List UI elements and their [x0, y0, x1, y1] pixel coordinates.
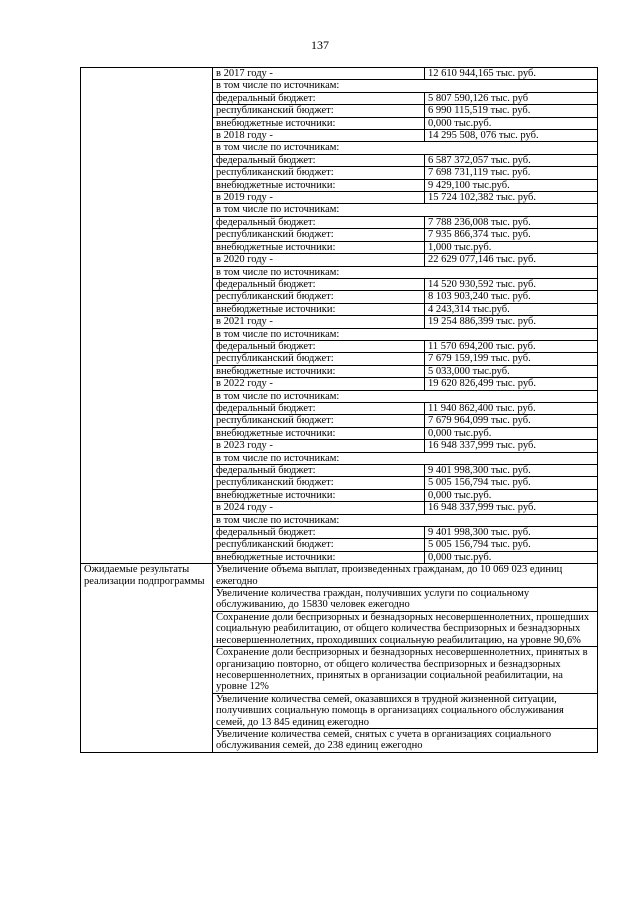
financing-label: внебюджетные источники:	[213, 117, 425, 129]
financing-federal-row	[213, 340, 597, 352]
financing-year-row	[213, 130, 597, 142]
financing-amount: 11 570 694,200 тыс. руб.	[425, 340, 598, 352]
financing-extra-row	[213, 179, 597, 191]
financing-amount: 7 679 159,199 тыс. руб.	[425, 353, 598, 365]
financing-amount: 0,000 тыс.руб.	[425, 427, 598, 439]
financing-republican-row	[213, 353, 597, 365]
financing-federal-row	[213, 92, 597, 104]
financing-sources-row	[213, 328, 597, 340]
financing-label: в том числе по источникам:	[213, 204, 597, 216]
financing-label: в 2020 году -	[213, 254, 425, 266]
financing-republican-row	[213, 477, 597, 489]
financing-year-row	[213, 254, 597, 266]
financing-label-cell	[81, 68, 213, 564]
page-number: 137	[311, 38, 329, 52]
result-item: Увеличение количества семей, снятых с учета в организациях социального обслуживания семей, до 238 единиц ежегодно	[213, 728, 598, 752]
financing-row	[81, 68, 598, 564]
financing-sources-row	[213, 514, 597, 526]
financing-republican-row	[213, 229, 597, 241]
financing-label: в том числе по источникам:	[213, 452, 597, 464]
financing-federal-row	[213, 278, 597, 290]
financing-amount: 1,000 тыс.руб.	[425, 241, 598, 253]
financing-label: в 2018 году -	[213, 130, 425, 142]
financing-label: внебюджетные источники:	[213, 489, 425, 501]
financing-year-row	[213, 316, 597, 328]
financing-label: в том числе по источникам:	[213, 390, 597, 402]
financing-extra-row	[213, 489, 597, 501]
financing-label: в том числе по источникам:	[213, 142, 597, 154]
financing-sources-row	[213, 266, 597, 278]
financing-amount: 9 401 998,300 тыс. руб.	[425, 527, 598, 539]
financing-amount: 16 948 337,999 тыс. руб.	[425, 502, 598, 514]
financing-amount: 6 990 115,519 тыс. руб.	[425, 105, 598, 117]
financing-label: федеральный бюджет:	[213, 216, 425, 228]
financing-amount: 5 005 156,794 тыс. руб.	[425, 477, 598, 489]
financing-republican-row	[213, 291, 597, 303]
financing-amount: 19 254 886,399 тыс. руб.	[425, 316, 598, 328]
financing-year-row	[213, 378, 597, 390]
financing-amount: 9 429,100 тыс.руб.	[425, 179, 598, 191]
financing-label: в 2024 году -	[213, 502, 425, 514]
financing-extra-row	[213, 427, 597, 439]
financing-label: в 2021 году -	[213, 316, 425, 328]
financing-republican-row	[213, 105, 597, 117]
financing-label: республиканский бюджет:	[213, 353, 425, 365]
financing-extra-row	[213, 365, 597, 377]
financing-label: республиканский бюджет:	[213, 477, 425, 489]
financing-label: в том числе по источникам:	[213, 266, 597, 278]
result-item: Увеличение объема выплат, произведенных гражданам, до 10 069 023 единиц ежегодно	[213, 564, 598, 588]
financing-label: внебюджетные источники:	[213, 427, 425, 439]
financing-amount: 0,000 тыс.руб.	[425, 551, 598, 563]
financing-sources-row	[213, 204, 597, 216]
financing-label: республиканский бюджет:	[213, 229, 425, 241]
financing-label: федеральный бюджет:	[213, 527, 425, 539]
financing-year-row	[213, 440, 597, 452]
financing-amount: 19 620 826,499 тыс. руб.	[425, 378, 598, 390]
financing-amount: 6 587 372,057 тыс. руб.	[425, 154, 598, 166]
financing-year-row	[213, 192, 597, 204]
financing-amount: 15 724 102,382 тыс. руб.	[425, 192, 598, 204]
financing-label: внебюджетные источники:	[213, 551, 425, 563]
financing-sources-row	[213, 390, 597, 402]
financing-amount: 11 940 862,400 тыс. руб.	[425, 402, 598, 414]
subprogram-passport-table	[80, 67, 598, 753]
financing-label: федеральный бюджет:	[213, 340, 425, 352]
financing-republican-row	[213, 539, 597, 551]
financing-amount: 5 033,000 тыс.руб.	[425, 365, 598, 377]
financing-extra-row	[213, 551, 597, 563]
financing-republican-row	[213, 415, 597, 427]
result-item: Увеличение количества граждан, получивших услуги по социальному обслуживанию, до 15830 человек ежегодно	[213, 588, 598, 612]
financing-sources-row	[213, 80, 597, 92]
financing-amount: 7 788 236,008 тыс. руб.	[425, 216, 598, 228]
result-item: Увеличение количества семей, оказавшихся в трудной жизненной ситуации, получивших социальную помощь в организациях социального обслуживания семей, до 13 845 единиц ежегодно	[213, 693, 598, 728]
financing-label: федеральный бюджет:	[213, 154, 425, 166]
financing-label: республиканский бюджет:	[213, 415, 425, 427]
financing-cell	[213, 68, 598, 564]
financing-amount: 7 698 731,119 тыс. руб.	[425, 167, 598, 179]
financing-amount: 0,000 тыс.руб.	[425, 489, 598, 501]
financing-amount: 0,000 тыс.руб.	[425, 117, 598, 129]
result-item: Сохранение доли беспризорных и безнадзорных несовершеннолетних, прошедших социальную реабилитацию, от общего количества беспризорных и безнадзорных несовершеннолетних, проходивших социальную реабилитацию, на уровне 90,6%	[213, 611, 598, 646]
financing-year-row	[213, 68, 597, 80]
financing-year-row	[213, 502, 597, 514]
financing-amount: 16 948 337,999 тыс. руб.	[425, 440, 598, 452]
financing-amount: 22 629 077,146 тыс. руб.	[425, 254, 598, 266]
financing-amount: 8 103 903,240 тыс. руб.	[425, 291, 598, 303]
financing-amount: 14 295 508, 076 тыс. руб.	[425, 130, 598, 142]
financing-label: внебюджетные источники:	[213, 365, 425, 377]
financing-label: в том числе по источникам:	[213, 514, 597, 526]
financing-sources-row	[213, 142, 597, 154]
financing-federal-row	[213, 402, 597, 414]
financing-label: республиканский бюджет:	[213, 167, 425, 179]
financing-label: внебюджетные источники:	[213, 303, 425, 315]
financing-federal-row	[213, 465, 597, 477]
financing-label: федеральный бюджет:	[213, 278, 425, 290]
financing-label: в 2019 году -	[213, 192, 425, 204]
financing-label: республиканский бюджет:	[213, 539, 425, 551]
financing-amount: 12 610 944,165 тыс. руб.	[425, 68, 598, 80]
financing-label: внебюджетные источники:	[213, 179, 425, 191]
result-item: Сохранение доли беспризорных и безнадзорных несовершеннолетних, принятых в организацию повторно, от общего количества беспризорных и безнадзорных несовершеннолетних, принятых в организации социальной реабилитации, на уровне 12%	[213, 647, 598, 694]
financing-label: в 2023 году -	[213, 440, 425, 452]
financing-republican-row	[213, 167, 597, 179]
financing-federal-row	[213, 216, 597, 228]
financing-amount: 9 401 998,300 тыс. руб.	[425, 465, 598, 477]
financing-label: в 2022 году -	[213, 378, 425, 390]
financing-label: внебюджетные источники:	[213, 241, 425, 253]
financing-amount: 7 935 866,374 тыс. руб.	[425, 229, 598, 241]
financing-label: федеральный бюджет:	[213, 402, 425, 414]
financing-label: федеральный бюджет:	[213, 465, 425, 477]
financing-label: в 2017 году -	[213, 68, 425, 80]
financing-amount: 5 005 156,794 тыс. руб.	[425, 539, 598, 551]
financing-federal-row	[213, 154, 597, 166]
financing-label: республиканский бюджет:	[213, 291, 425, 303]
financing-amount: 4 243,314 тыс.руб.	[425, 303, 598, 315]
financing-amount: 5 807 590,126 тыс. руб	[425, 92, 598, 104]
financing-amount: 7 679 964,099 тыс. руб.	[425, 415, 598, 427]
financing-table	[213, 68, 597, 563]
financing-federal-row	[213, 527, 597, 539]
financing-extra-row	[213, 117, 597, 129]
financing-extra-row	[213, 303, 597, 315]
financing-amount: 14 520 930,592 тыс. руб.	[425, 278, 598, 290]
results-label: Ожидаемые результаты реализации подпрограммы	[81, 564, 213, 753]
results-row	[81, 564, 598, 588]
financing-label: федеральный бюджет:	[213, 92, 425, 104]
financing-label: республиканский бюджет:	[213, 105, 425, 117]
financing-extra-row	[213, 241, 597, 253]
financing-sources-row	[213, 452, 597, 464]
financing-label: в том числе по источникам:	[213, 80, 597, 92]
financing-label: в том числе по источникам:	[213, 328, 597, 340]
